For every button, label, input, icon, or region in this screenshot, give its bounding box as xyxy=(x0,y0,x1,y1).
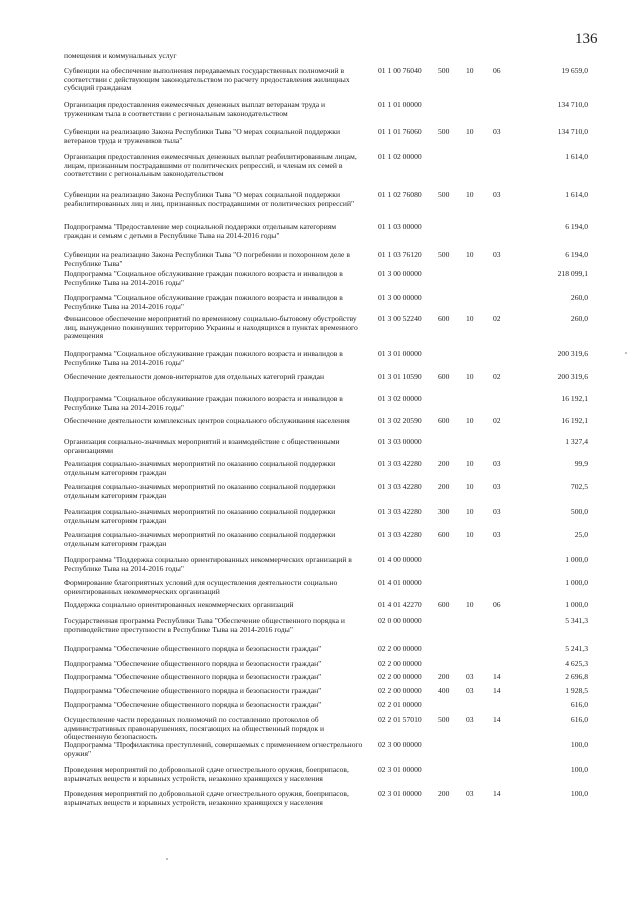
cell-csr: 01 3 03 42280 xyxy=(378,482,422,491)
page-number: 136 xyxy=(575,31,598,47)
cell-pr: 06 xyxy=(493,66,501,75)
cell-name: Подпрограмма "Обеспечение общественного порядка и безопасности граждан" xyxy=(64,659,322,668)
cell-rz: 03 xyxy=(466,672,474,681)
cell-csr: 02 3 00 00000 xyxy=(378,740,422,749)
cell-csr: 02 3 01 00000 xyxy=(378,789,422,798)
cell-name: Субвенции на обеспечение выполнения передаваемых государственных полномочий в соответствии с действующим законодательством по расчету предоставления жилищных субсидий гражданам xyxy=(64,66,350,93)
cell-csr: 01 3 00 00000 xyxy=(378,293,422,302)
cell-csr: 01 3 03 42280 xyxy=(378,530,422,539)
cell-rz: 03 xyxy=(466,686,474,695)
cell-name: Подпрограмма "Социальное обслуживание граждан пожилого возраста и инвалидов в Республике Тыва на 2014-2016 годы" xyxy=(64,394,343,412)
cell-sum: 200 319,6 xyxy=(557,372,588,381)
cell-name: Подпрограмма "Обеспечение общественного порядка и безопасности граждан" xyxy=(64,700,322,709)
cell-vr: 500 xyxy=(438,250,450,259)
cell-csr: 01 1 02 76080 xyxy=(378,190,422,199)
cell-vr: 500 xyxy=(438,66,450,75)
cell-rz: 10 xyxy=(466,250,474,259)
cell-sum: 99,9 xyxy=(574,459,588,468)
cell-name: Субвенции на реализацию Закона Республики Тыва "О погребении и похоронном деле в Республике Тыва" xyxy=(64,250,350,268)
cell-sum: 19 659,0 xyxy=(561,66,588,75)
cell-vr: 600 xyxy=(438,416,450,425)
cell-csr: 01 1 03 00000 xyxy=(378,222,422,231)
cell-rz: 10 xyxy=(466,600,474,609)
cell-vr: 200 xyxy=(438,672,450,681)
cell-pr: 02 xyxy=(493,416,501,425)
cell-rz: 10 xyxy=(466,530,474,539)
scan-speck xyxy=(166,858,168,860)
cell-sum: 1 000,0 xyxy=(565,555,588,564)
cell-name: Реализация социально-значимых мероприятий по оказанию социальной поддержки отдельным категориям граждан xyxy=(64,459,336,477)
cell-csr: 02 2 00 00000 xyxy=(378,686,422,695)
cell-vr: 600 xyxy=(438,600,450,609)
cell-name: Субвенции на реализацию Закона Республики Тыва "О мерах социальной поддержки реабилитированных лиц и лиц, признанных пострадавшими от политических репрессий" xyxy=(64,190,355,208)
cell-vr: 200 xyxy=(438,459,450,468)
cell-sum: 100,0 xyxy=(570,789,588,798)
cell-pr: 14 xyxy=(493,686,501,695)
cell-name: Формирование благоприятных условий для осуществления деятельности социально ориентированных некоммерческих организаций xyxy=(64,578,338,596)
cell-sum: 1 614,0 xyxy=(565,152,588,161)
cell-csr: 01 1 00 76040 xyxy=(378,66,422,75)
cell-sum: 616,0 xyxy=(570,700,588,709)
cell-csr: 02 2 00 00000 xyxy=(378,644,422,653)
cell-sum: 1 000,0 xyxy=(565,578,588,587)
cell-rz: 10 xyxy=(466,482,474,491)
cell-name: Проведения мероприятий по добровольной сдаче огнестрельного оружия, боеприпасов, взрывчатых веществ и взрывных устройств, незаконно хранящихся у населения xyxy=(64,789,349,807)
cell-pr: 03 xyxy=(493,530,501,539)
cell-csr: 01 4 00 00000 xyxy=(378,555,422,564)
cell-name: Подпрограмма "Профилактика преступлений, совершаемых с применением огнестрельного оружия" xyxy=(64,740,363,758)
cell-vr: 600 xyxy=(438,372,450,381)
cell-vr: 300 xyxy=(438,507,450,516)
cell-name: Обеспечение деятельности комплексных центров социального обслуживания населения xyxy=(64,416,350,425)
cell-name: помещения и коммунальных услуг xyxy=(64,51,177,60)
cell-sum: 260,0 xyxy=(570,293,588,302)
cell-csr: 01 3 03 00000 xyxy=(378,437,422,446)
cell-name: Организация предоставления ежемесячных денежных выплат ветеранам труда и труженикам тыла в соответствии с региональным законодательством xyxy=(64,100,326,118)
cell-rz: 10 xyxy=(466,416,474,425)
cell-rz: 10 xyxy=(466,372,474,381)
cell-sum: 1 000,0 xyxy=(565,600,588,609)
cell-name: Подпрограмма "Поддержка социально ориентированных некоммерческих организаций в Республике Тыва на 2014-2016 годы" xyxy=(64,555,352,573)
cell-name: Реализация социально-значимых мероприятий по оказанию социальной поддержки отдельным категориям граждан xyxy=(64,530,336,548)
cell-csr: 01 3 02 20590 xyxy=(378,416,422,425)
cell-pr: 02 xyxy=(493,314,501,323)
cell-name: Подпрограмма "Обеспечение общественного порядка и безопасности граждан" xyxy=(64,686,322,695)
cell-sum: 200 319,6 xyxy=(557,349,588,358)
cell-sum: 1 327,4 xyxy=(565,437,588,446)
cell-pr: 03 xyxy=(493,482,501,491)
cell-csr: 02 2 01 00000 xyxy=(378,700,422,709)
cell-csr: 01 3 01 00000 xyxy=(378,349,422,358)
cell-rz: 10 xyxy=(466,459,474,468)
cell-sum: 134 710,0 xyxy=(557,100,588,109)
cell-sum: 16 192,1 xyxy=(561,416,588,425)
cell-vr: 500 xyxy=(438,127,450,136)
cell-sum: 134 710,0 xyxy=(557,127,588,136)
cell-sum: 616,0 xyxy=(570,715,588,724)
cell-name: Подпрограмма "Социальное обслуживание граждан пожилого возраста и инвалидов в Республике Тыва на 2014-2016 годы" xyxy=(64,269,343,287)
cell-sum: 6 194,0 xyxy=(565,250,588,259)
cell-pr: 14 xyxy=(493,672,501,681)
cell-pr: 03 xyxy=(493,459,501,468)
cell-name: Организация социально-значимых мероприятий и взаимодействие с общественными организациями xyxy=(64,437,340,455)
cell-csr: 01 3 03 42280 xyxy=(378,507,422,516)
cell-name: Подпрограмма "Обеспечение общественного порядка и безопасности граждан" xyxy=(64,644,322,653)
cell-pr: 14 xyxy=(493,789,501,798)
cell-sum: 100,0 xyxy=(570,765,588,774)
cell-vr: 600 xyxy=(438,314,450,323)
scan-speck xyxy=(625,352,627,354)
cell-name: Подпрограмма "Предоставление мер социальной поддержки отдельным категориям граждан и семьям с детьми в Республике Тыва на 2014-2016 годы" xyxy=(64,222,337,240)
cell-csr: 01 4 01 00000 xyxy=(378,578,422,587)
cell-sum: 2 696,8 xyxy=(565,672,588,681)
cell-rz: 10 xyxy=(466,507,474,516)
cell-name: Обеспечение деятельности домов-интернатов для отдельных категорий граждан xyxy=(64,372,325,381)
cell-csr: 01 1 02 00000 xyxy=(378,152,422,161)
cell-name: Реализация социально-значимых мероприятий по оказанию социальной поддержки отдельным категориям граждан xyxy=(64,482,336,500)
cell-pr: 06 xyxy=(493,600,501,609)
cell-name: Подпрограмма "Социальное обслуживание граждан пожилого возраста и инвалидов в Республике Тыва на 2014-2016 годы" xyxy=(64,349,343,367)
cell-sum: 6 194,0 xyxy=(565,222,588,231)
cell-vr: 500 xyxy=(438,715,450,724)
cell-name: Субвенции на реализацию Закона Республики Тыва "О мерах социальной поддержки ветеранов труда и тружеников тыла" xyxy=(64,127,341,145)
cell-vr: 600 xyxy=(438,530,450,539)
cell-pr: 03 xyxy=(493,190,501,199)
cell-vr: 200 xyxy=(438,482,450,491)
cell-rz: 10 xyxy=(466,314,474,323)
cell-sum: 260,0 xyxy=(570,314,588,323)
cell-pr: 14 xyxy=(493,715,501,724)
cell-name: Реализация социально-значимых мероприятий по оказанию социальной поддержки отдельным категориям граждан xyxy=(64,507,336,525)
cell-sum: 702,5 xyxy=(570,482,588,491)
cell-sum: 218 099,1 xyxy=(557,269,588,278)
cell-sum: 1 928,5 xyxy=(565,686,588,695)
cell-name: Финансовое обеспечение мероприятий по временному социально-бытовому обустройству лиц, вынужденно покинувших территорию Украины и находящихся в пунктах временного размещения xyxy=(64,314,358,341)
cell-sum: 100,0 xyxy=(570,740,588,749)
cell-vr: 200 xyxy=(438,789,450,798)
cell-rz: 10 xyxy=(466,127,474,136)
cell-name: Осуществление части переданных полномочий по составлению протоколов об административных правонарушениях, посягающих на общественный порядок и общественную безопасность xyxy=(64,715,325,742)
cell-rz: 03 xyxy=(466,789,474,798)
cell-rz: 03 xyxy=(466,715,474,724)
cell-sum: 4 625,3 xyxy=(565,659,588,668)
cell-sum: 25,0 xyxy=(574,530,588,539)
cell-vr: 500 xyxy=(438,190,450,199)
cell-csr: 02 2 00 00000 xyxy=(378,659,422,668)
cell-sum: 500,0 xyxy=(570,507,588,516)
cell-sum: 16 192,1 xyxy=(561,394,588,403)
cell-rz: 10 xyxy=(466,190,474,199)
cell-name: Государственная программа Республики Тыва "Обеспечение общественного порядка и противодействие преступности в Республике Тыва на 2014-2016 годы" xyxy=(64,616,345,634)
cell-pr: 02 xyxy=(493,372,501,381)
cell-csr: 02 0 00 00000 xyxy=(378,616,422,625)
cell-name: Подпрограмма "Социальное обслуживание граждан пожилого возраста и инвалидов в Республике Тыва на 2014-2016 годы" xyxy=(64,293,343,311)
cell-sum: 5 241,3 xyxy=(565,644,588,653)
cell-csr: 01 4 01 42270 xyxy=(378,600,422,609)
cell-csr: 02 3 01 00000 xyxy=(378,765,422,774)
cell-csr: 01 3 00 52240 xyxy=(378,314,422,323)
cell-pr: 03 xyxy=(493,250,501,259)
cell-csr: 02 2 01 57010 xyxy=(378,715,422,724)
cell-csr: 01 1 01 76060 xyxy=(378,127,422,136)
cell-sum: 5 341,3 xyxy=(565,616,588,625)
cell-csr: 01 3 01 10590 xyxy=(378,372,422,381)
cell-csr: 01 3 02 00000 xyxy=(378,394,422,403)
cell-sum: 1 614,0 xyxy=(565,190,588,199)
cell-csr: 02 2 00 00000 xyxy=(378,672,422,681)
cell-pr: 03 xyxy=(493,127,501,136)
cell-name: Подпрограмма "Обеспечение общественного порядка и безопасности граждан" xyxy=(64,672,322,681)
cell-rz: 10 xyxy=(466,66,474,75)
cell-vr: 400 xyxy=(438,686,450,695)
cell-csr: 01 1 01 00000 xyxy=(378,100,422,109)
cell-name: Проведения мероприятий по добровольной сдаче огнестрельного оружия, боеприпасов, взрывчатых веществ и взрывных устройств, незаконно хранящихся у населения xyxy=(64,765,349,783)
cell-csr: 01 3 03 42280 xyxy=(378,459,422,468)
cell-pr: 03 xyxy=(493,507,501,516)
cell-name: Организация предоставления ежемесячных денежных выплат реабилитированным лицам, лицам, признанным пострадавшими от политических репрессий, и членам их семей в соответствии с региональным законодательством xyxy=(64,152,357,179)
cell-csr: 01 1 03 76120 xyxy=(378,250,422,259)
cell-name: Поддержка социально ориентированных некоммерческих организаций xyxy=(64,600,294,609)
cell-csr: 01 3 00 00000 xyxy=(378,269,422,278)
